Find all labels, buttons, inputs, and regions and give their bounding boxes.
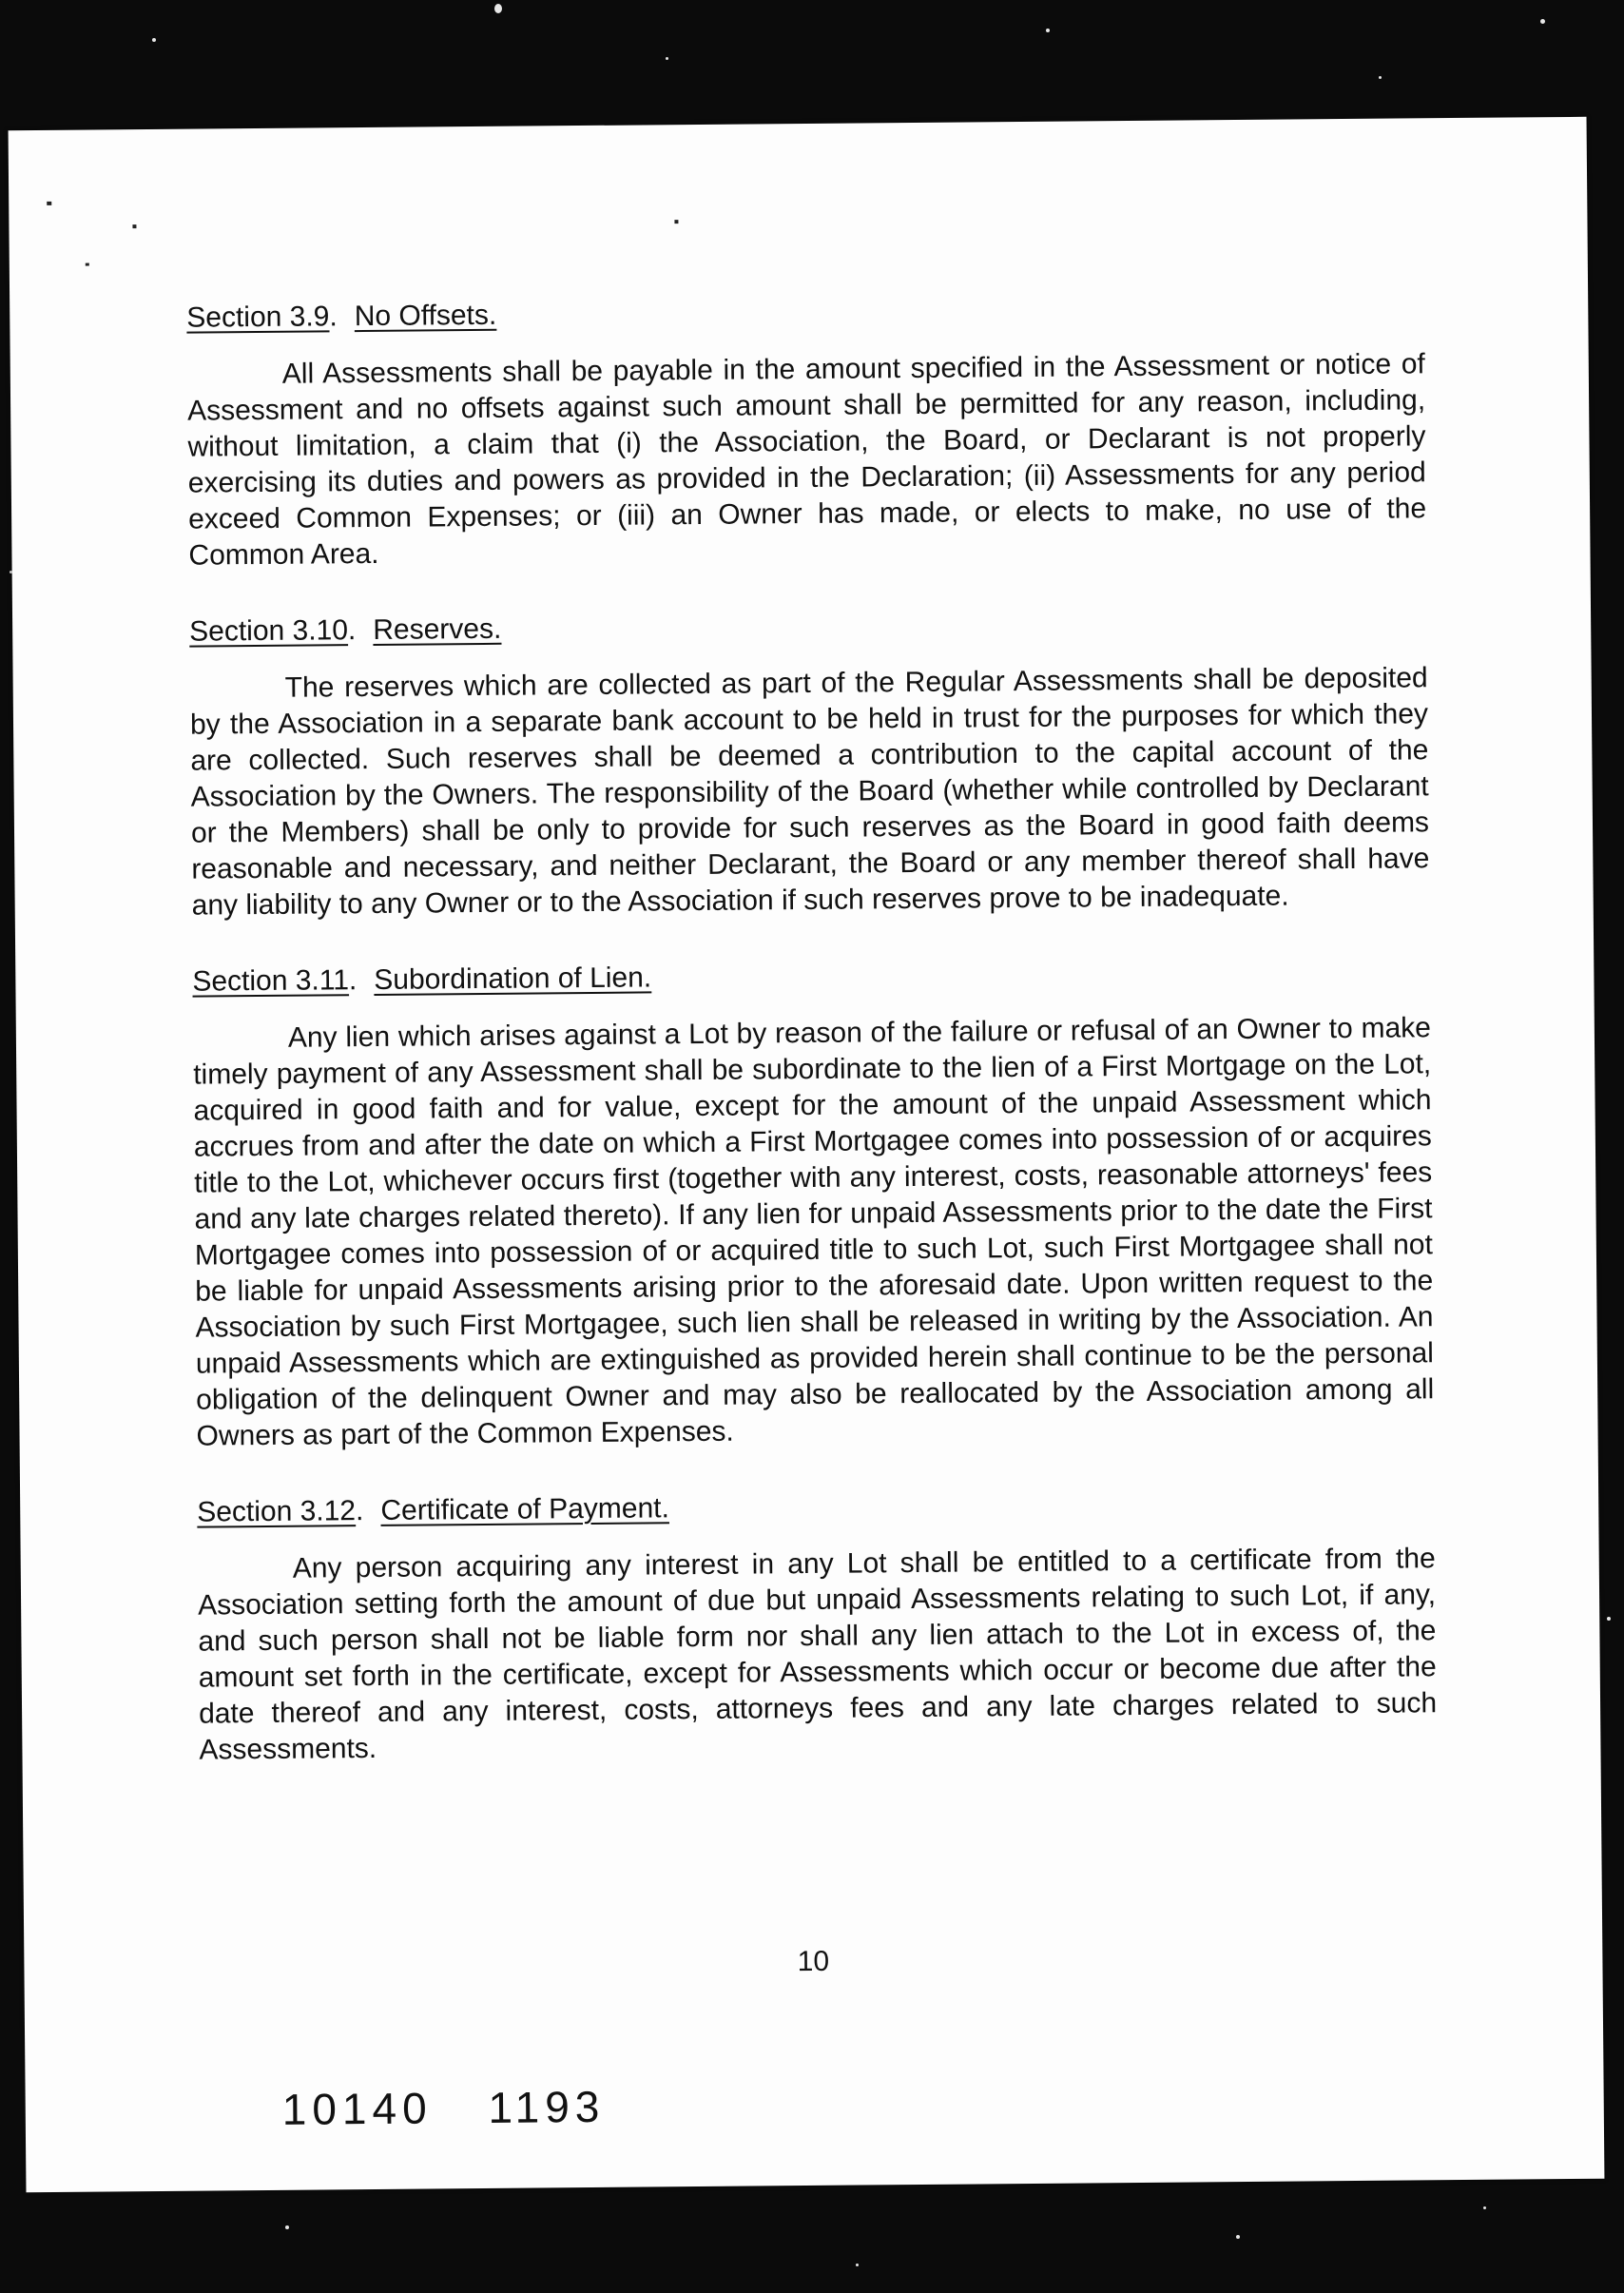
section-title: Subordination of Lien. [374,962,652,996]
section-3-12 [197,1484,1437,1768]
scan-speck [856,2264,859,2266]
page-mark [86,263,89,266]
page-number: 10 [797,1945,830,1978]
section-heading: Section 3.11. Subordination of Lien. [192,962,652,998]
scan-speck [1379,76,1382,79]
section-number: Section 3.11 [192,964,350,998]
section-3-11 [192,953,1434,1454]
section-number: Section 3.12 [197,1495,357,1528]
section-title: Certificate of Payment. [380,1492,669,1526]
section-body: The reserves which are collected as part of the Regular Assessments shall be deposited by the Association in a separate bank account to be held in trust for the purposes for which they are collected. Such reserves shall be deemed a contribution to the capital account of the Association by the Owners. The responsibility of the Board (whether while controlled by Declarant or the Members) shall be only to provide for such reserves as the Board in good faith deems reasonable and necessary, and neither Declarant, the Board or any member thereof shall have any liability to any Owner or to the Association if such reserves prove to be inadequate. [189,662,1430,922]
section-3-10 [189,603,1430,923]
scan-speck [666,57,668,60]
scan-speck [152,38,156,42]
scan-speck [1540,19,1545,24]
section-heading: Section 3.12. Certificate of Payment. [197,1492,669,1528]
page-mark [132,224,136,228]
section-body: Any lien which arises against a Lot by reason of the failure or refusal of an Owner to make timely payment of any Assessment shall be subordinate to the lien of a First Mortgage on the Lot, acquired in good faith and for value, except for the amount of the unpaid Assessment which accrues from and after the date on which a First Mortgagee comes into possession of or acquires title to the Lot, whichever occurs first (together with any interest, costs, reasonable attorneys' fees and any late charges related thereto). If any lien for unpaid Assessments prior to the date the First Mortgagee comes into possession of or acquired title to such Lot, such First Mortgagee shall not be liable for unpaid Assessments arising prior to the aforesaid date. Upon written request to the Association by such First Mortgagee, such lien shall be released in writing by the Association. An unpaid Assessments which are extinguished as provided herein shall continue to be the personal obligation of the delinquent Owner and may also be reallocated by the Association among all Owners as part of the Common Expenses. [193,1012,1435,1452]
document-body [186,289,1438,1808]
scanned-page [9,117,1605,2192]
page-mark [47,202,51,205]
document-code: 10140 1193 [281,2081,606,2134]
page-mark [674,220,678,223]
section-heading: Section 3.10. Reserves. [189,612,502,648]
scan-speck [1607,1617,1611,1621]
scan-speck [1046,29,1050,32]
section-title: Reserves. [373,612,502,646]
section-title: No Offsets. [354,299,497,333]
section-number: Section 3.10 [189,614,349,648]
section-3-9 [186,289,1426,573]
scan-speck [1483,2206,1486,2209]
section-body: Any person acquiring any interest in any Lot shall be entitled to a certificate from the Association setting forth the amount of due but unpaid Assessments relating to such Lot, if any, and such person shall not be liable form nor shall any lien attach to the Lot in excess of, the amount set forth in the certificate, except for Assessments which occur or become due after the date thereof and any interest, costs, attorneys fees and any late charges related to such Assessments. [197,1543,1438,1766]
scan-speck [1236,2235,1240,2239]
scan-speck [285,2225,289,2229]
section-heading: Section 3.9. No Offsets. [186,299,497,334]
section-body: All Assessments shall be payable in the amount specified in the Assessment or notice of Assessment and no offsets against such amount shall be permitted for any reason, including, without limitation, a claim that (i) the Association, the Board, or Declarant is not properly exercising its duties and powers as provided in the Declaration; (ii) Assessments for any period exceed Common Expenses; or (iii) an Owner has made, or elects to make, no use of the Common Area. [187,348,1427,572]
section-number: Section 3.9 [186,301,330,334]
scan-speck [494,4,502,13]
